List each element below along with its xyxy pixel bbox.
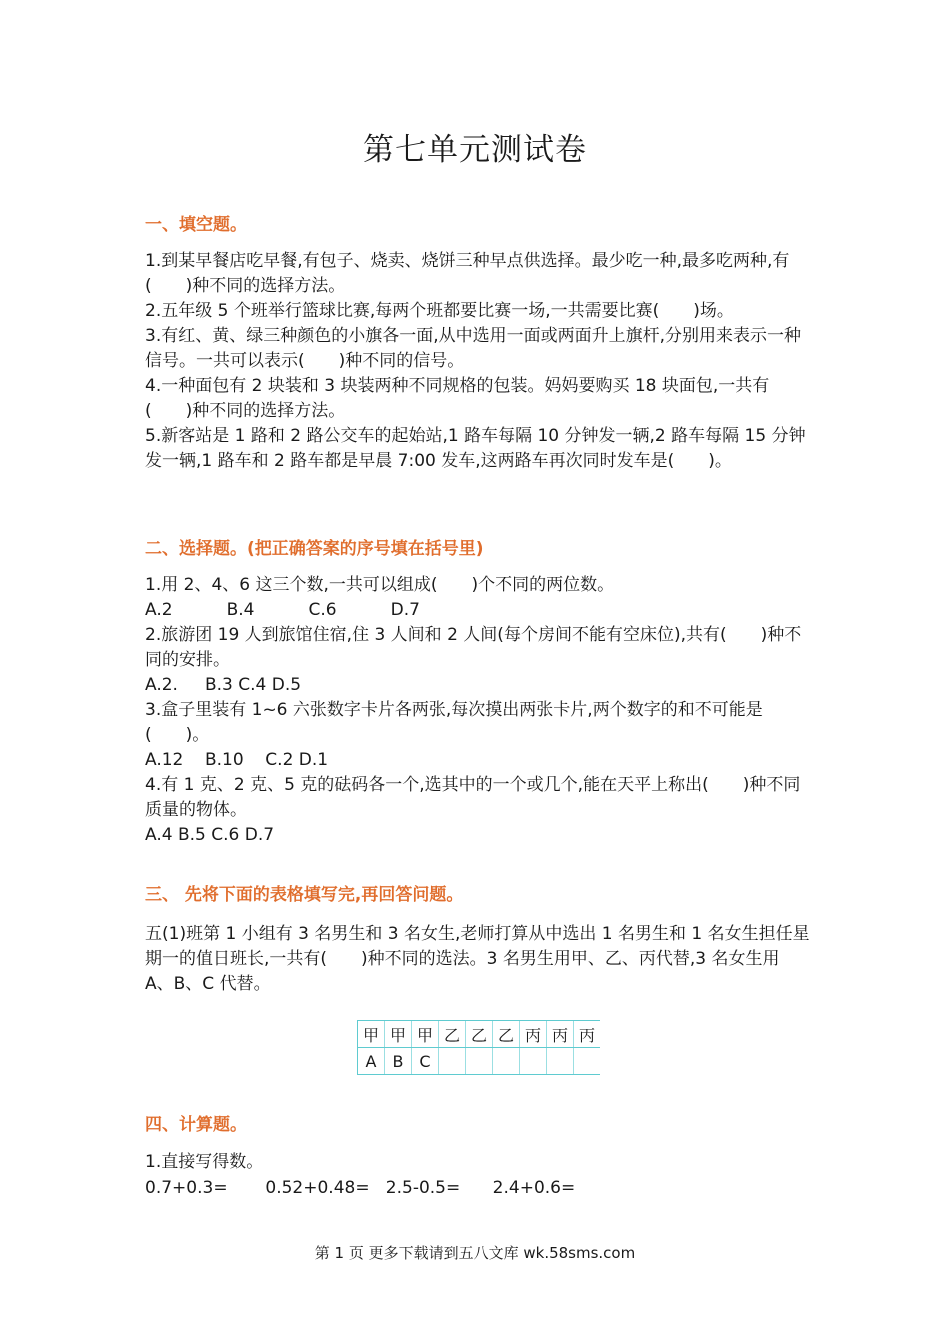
table-question-text	[145, 922, 810, 997]
question-text: 3.盒子里装有 1~6 六张数字卡片各两张,每次摸出两张卡片,两个数字的和不可能是( )。	[145, 700, 763, 745]
question-text: 五(1)班第 1 小组有 3 名男生和 3 名女生,老师打算从中选出 1 名男生和 1 名女生担任星期一的值日班长,一共有( )种不同的选法。3 名男生用甲、乙、丙代替,3 名女生用 A、B、C 代替。	[145, 924, 810, 994]
table-cell: 丙	[520, 1021, 547, 1048]
table-cell: 甲	[358, 1021, 385, 1048]
question-text: 1.用 2、4、6 这三个数,一共可以组成( )个不同的两位数。	[145, 575, 615, 595]
question-text: 5.新客站是 1 路和 2 路公交车的起始站,1 路车每隔 10 分钟发一辆,2 路车每隔 15 分钟发一辆,1 路车和 2 路车都是早晨 7:00 发车,这两路车再次同时发车是( )。	[145, 426, 806, 471]
table-cell: 乙	[493, 1021, 520, 1048]
section-heading-fill-blank: 一、填空题。	[145, 215, 247, 235]
table-row-girls	[358, 1048, 601, 1075]
table-cell: 甲	[412, 1021, 439, 1048]
table-cell: 甲	[385, 1021, 412, 1048]
table-cell-empty	[466, 1048, 493, 1075]
table-cell: A	[358, 1048, 385, 1075]
section-heading-calculation: 四、计算题。	[145, 1115, 247, 1135]
question-text: 1.直接写得数。	[145, 1152, 264, 1172]
table-cell-empty	[439, 1048, 466, 1075]
choice-questions	[145, 573, 810, 848]
table-cell: C	[412, 1048, 439, 1075]
table-row-boys	[358, 1021, 601, 1048]
question-text: 2.旅游团 19 人到旅馆住宿,住 3 人间和 2 人间(每个房间不能有空床位),共有( )种不同的安排。	[145, 625, 802, 670]
section-heading-choice: 二、选择题。(把正确答案的序号填在括号里)	[145, 539, 484, 559]
table-cell: 丙	[574, 1021, 601, 1048]
table-cell-empty	[574, 1048, 601, 1075]
combination-table	[357, 1020, 600, 1075]
answer-options: A.2 B.4 C.6 D.7	[145, 600, 420, 620]
question-text: 2.五年级 5 个班举行篮球比赛,每两个班都要比赛一场,一共需要比赛( )场。	[145, 301, 734, 321]
question-text: 1.到某早餐店吃早餐,有包子、烧卖、烧饼三种早点供选择。最少吃一种,最多吃两种,有( )种不同的选择方法。	[145, 251, 790, 296]
table-cell-empty	[520, 1048, 547, 1075]
table-cell: 乙	[439, 1021, 466, 1048]
table-cell: 乙	[466, 1021, 493, 1048]
calc-expressions: 0.7+0.3= 0.52+0.48= 2.5-0.5= 2.4+0.6=	[145, 1178, 576, 1198]
question-text: 3.有红、黄、绿三种颜色的小旗各一面,从中选用一面或两面升上旗杆,分别用来表示一种信号。一共可以表示( )种不同的信号。	[145, 326, 802, 371]
answer-options: A.2. B.3 C.4 D.5	[145, 675, 302, 695]
table-cell-empty	[547, 1048, 574, 1075]
page-footer: 第 1 页 更多下载请到五八文库 wk.58sms.com	[314, 1244, 636, 1262]
table-cell: B	[385, 1048, 412, 1075]
question-text: 4.一种面包有 2 块装和 3 块装两种不同规格的包装。妈妈要购买 18 块面包,一共有( )种不同的选择方法。	[145, 376, 770, 421]
fill-blank-questions	[145, 249, 810, 474]
page-title: 第七单元测试卷	[363, 132, 587, 168]
section-heading-table: 三、 先将下面的表格填写完,再回答问题。	[145, 885, 464, 905]
answer-options: A.12 B.10 C.2 D.1	[145, 750, 329, 770]
question-text: 4.有 1 克、2 克、5 克的砝码各一个,选其中的一个或几个,能在天平上称出( )种不同质量的物体。	[145, 775, 801, 820]
table-cell: 丙	[547, 1021, 574, 1048]
table-cell-empty	[493, 1048, 520, 1075]
answer-options: A.4 B.5 C.6 D.7	[145, 825, 275, 845]
calc-question-title	[145, 1150, 810, 1175]
